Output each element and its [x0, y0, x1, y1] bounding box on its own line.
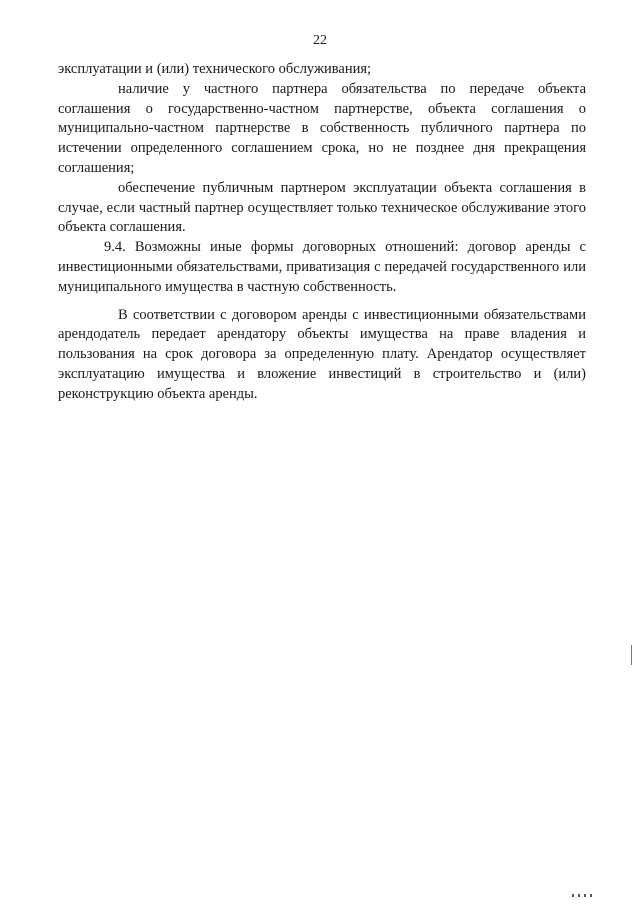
paragraph-obligation-transfer: наличие у частного партнера обязательства по передаче объекта соглашения о государственно-частном партнерстве, объекта соглашения о муниципально-частном партнерстве в собственность публичного партнера по истечении определенного соглашением срока, но не позднее дня прекращения соглашения; [58, 80, 586, 176]
paragraph-public-partner-operation: обеспечение публичным партнером эксплуатации объекта соглашения в случае, если частный партнер осуществляет только техническое обслуживание этого объекта соглашения. [58, 179, 586, 236]
scan-artifact-tick [631, 645, 632, 665]
scan-artifact-marks [572, 894, 602, 897]
document-body [58, 60, 586, 405]
page-number: 22 [313, 33, 327, 48]
paragraph-section-9-4: 9.4. Возможны иные формы договорных отношений: договор аренды с инвестиционными обязательствами, приватизация с передачей государственного или муниципального имущества в частную собственность. [58, 239, 586, 295]
paragraph-continuation: эксплуатации и (или) технического обслуживания; [58, 61, 372, 77]
paragraph-lease-agreement: В соответствии с договором аренды с инвестиционными обязательствами арендодатель передает арендатору объекты имущества на праве владения и пользования на срок договора за определенную плату. Арендатор осуществляет эксплуатацию имущества и вложение инвестиций в строительство и (или) реконструкцию объекта аренды. [58, 306, 586, 402]
